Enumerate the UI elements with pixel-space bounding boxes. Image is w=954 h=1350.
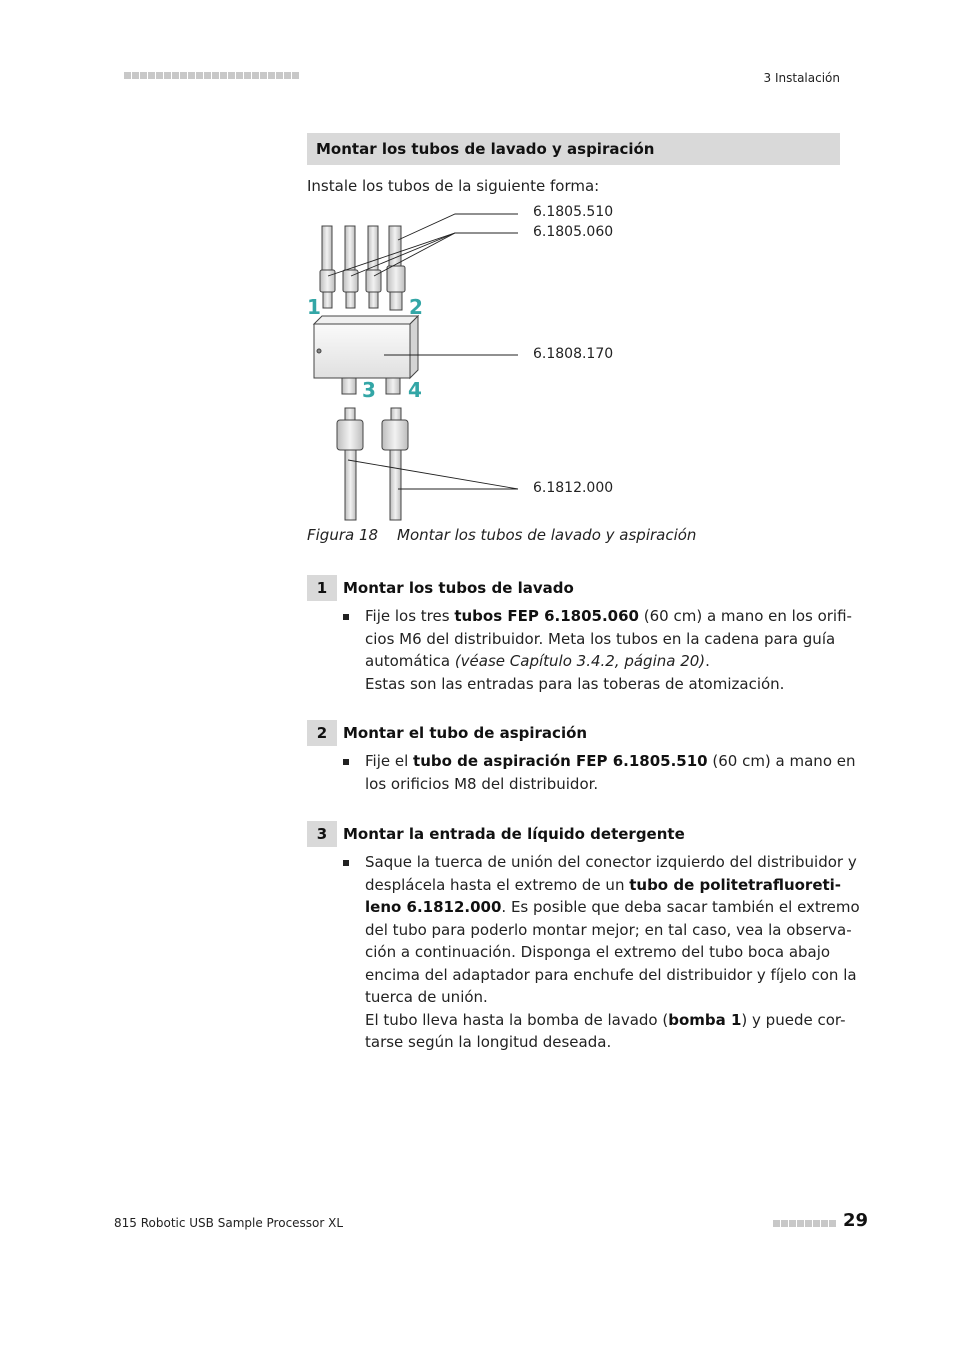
section-title: Montar los tubos de lavado y aspiración <box>307 133 840 165</box>
callout-2: 2 <box>409 295 423 319</box>
step-number: 1 <box>307 575 337 601</box>
page-number: 29 <box>842 1210 868 1231</box>
step-number: 2 <box>307 720 337 746</box>
step-2-bullet: Fije el tubo de aspiración FEP 6.1805.510 (60 cm) a mano en los orificios M8 del distribuidor. <box>365 750 840 795</box>
step-3-bullet: Saque la tuerca de unión del conector izquierdo del distribuidor y desplácela hasta el extremo de un tubo de politetrafluoreti- leno 6.1812.000. Es posible que deba sacar también el extremo del tubo para poderlo montar mejor; en tal caso, vea la observa- ción a continuación. Disponga el extremo del tubo boca abajo encima del adaptador para enchufe del distribuidor y fíjelo con la tuerca de unión. El tubo lleva hasta la bomba de lavado (bomba 1) y puede cor- tarse según la longitud deseada. <box>365 851 840 1054</box>
figure-18 <box>300 200 840 525</box>
footer-decoration <box>773 1220 836 1227</box>
part-label-6-1808-170: 6.1808.170 <box>533 346 614 362</box>
step-number: 3 <box>307 821 337 847</box>
callout-1: 1 <box>307 295 321 319</box>
step-2 <box>307 720 856 795</box>
figure-caption <box>307 526 697 544</box>
part-label-6-1805-060: 6.1805.060 <box>533 224 614 240</box>
header-section-title: 3 Instalación <box>763 71 840 85</box>
callout-4: 4 <box>408 378 422 402</box>
header-decoration <box>124 72 299 79</box>
intro-text: Instale los tubos de la siguiente forma: <box>307 177 600 195</box>
step-title: Montar los tubos de lavado <box>343 579 574 597</box>
manifold-illustration <box>300 200 840 525</box>
cross-reference[interactable]: (véase Capítulo 3.4.2, página 20) <box>454 652 706 670</box>
step-title: Montar la entrada de líquido detergente <box>343 825 685 843</box>
callout-3: 3 <box>362 378 376 402</box>
step-title: Montar el tubo de aspiración <box>343 724 588 742</box>
part-label-6-1805-510: 6.1805.510 <box>533 204 614 220</box>
part-label-6-1812-000: 6.1812.000 <box>533 480 614 496</box>
caption-text: Montar los tubos de lavado y aspiración <box>397 526 697 544</box>
step-1-bullet: Fije los tres tubos FEP 6.1805.060 (60 cm) a mano en los orifi- cios M6 del distribuidor. Meta los tubos en la cadena para guía automática (véase Capítulo 3.4.2, página 20). Estas son las entradas para las toberas de atomización. <box>365 605 840 695</box>
footer-product: 815 Robotic USB Sample Processor XL <box>114 1216 344 1230</box>
step-3 <box>307 821 860 1054</box>
caption-number: Figura 18 <box>307 526 379 544</box>
step-1 <box>307 575 852 695</box>
